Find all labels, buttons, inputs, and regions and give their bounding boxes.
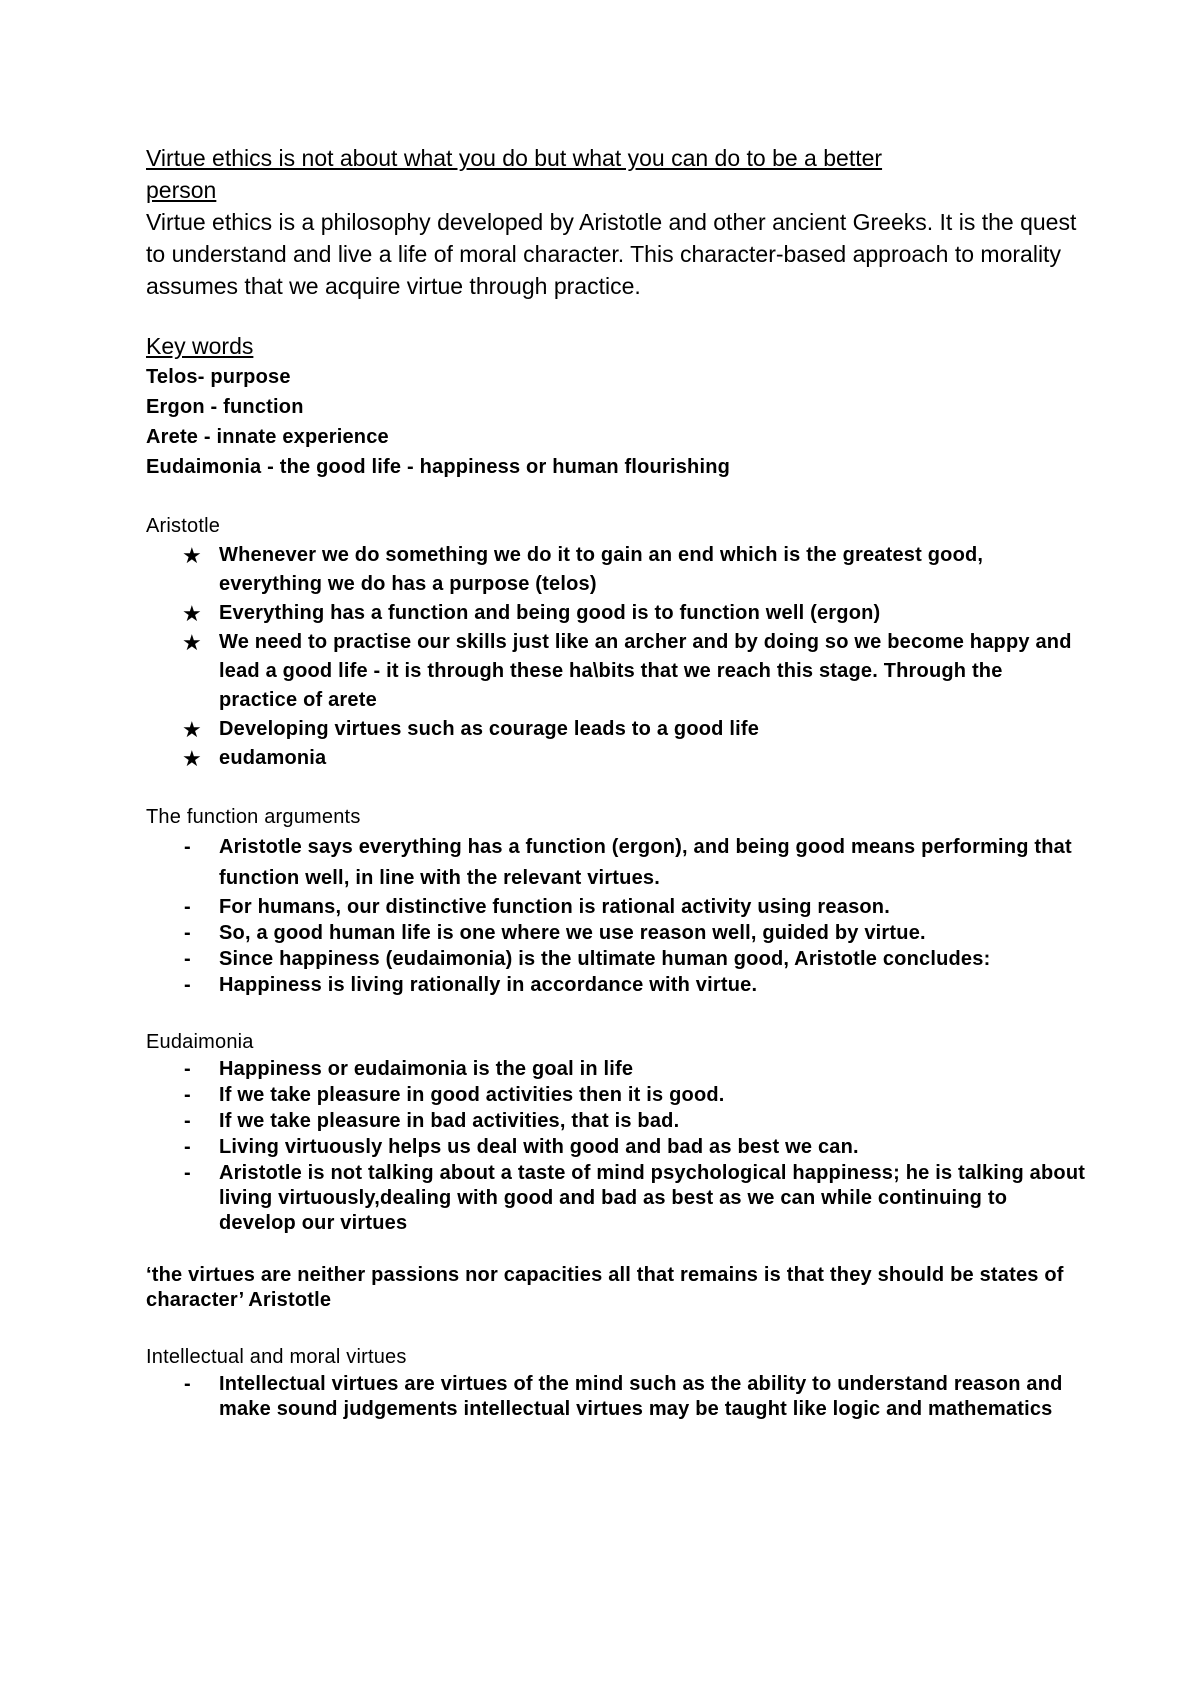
list-item xyxy=(146,947,1086,972)
document-body xyxy=(146,142,1086,1423)
list-item xyxy=(146,1161,1086,1236)
dash-bullet-icon: - xyxy=(184,1373,191,1395)
list-item xyxy=(146,1372,1086,1422)
list-item-text: We need to practise our skills just like an archer and by doing so we become happy and lead a good life - it is through these ha\bits that we reach this stage. Through the practice of arete xyxy=(219,631,1072,711)
dash-bullet-icon: - xyxy=(184,896,191,918)
list-item-text: If we take pleasure in bad activities, that is bad. xyxy=(219,1110,680,1132)
dash-bullet-icon: - xyxy=(184,1110,191,1132)
star-bullet-icon: ★ xyxy=(182,717,202,742)
list-item xyxy=(146,973,1086,998)
key-word-item: Ergon - function xyxy=(146,396,304,418)
function-arguments-heading: The function arguments xyxy=(146,806,361,828)
list-item-text: Happiness is living rationally in accordance with virtue. xyxy=(219,974,758,996)
star-bullet-icon: ★ xyxy=(182,746,202,771)
dash-bullet-icon: - xyxy=(184,1162,191,1184)
key-words-list xyxy=(146,362,1086,482)
list-item-text: Aristotle is not talking about a taste of mind psychological happiness; he is talking about living virtuously,dealing with good and bad as best as we can while continuing to develop our virtues xyxy=(219,1162,1086,1234)
star-bullet-icon: ★ xyxy=(182,601,202,626)
dash-bullet-icon: - xyxy=(184,1058,191,1080)
list-item xyxy=(146,1135,1086,1160)
list-item xyxy=(146,1083,1086,1108)
dash-bullet-icon: - xyxy=(184,1136,191,1158)
list-item xyxy=(146,1057,1086,1082)
dash-bullet-icon: - xyxy=(184,974,191,996)
key-words-heading: Key words xyxy=(146,333,254,359)
eudaimonia-list xyxy=(146,1057,1086,1236)
list-item-text: Since happiness (eudaimonia) is the ultimate human good, Aristotle concludes: xyxy=(219,948,991,970)
dash-bullet-icon: - xyxy=(184,1084,191,1106)
aristotle-list xyxy=(146,541,1086,773)
list-item-text: For humans, our distinctive function is rational activity using reason. xyxy=(219,896,890,918)
intro-paragraph: Virtue ethics is a philosophy developed by Aristotle and other ancient Greeks. It is the quest to understand and live a life of moral character. This character-based approach to morality assumes that we acquire virtue through practice. xyxy=(146,209,1077,299)
list-item xyxy=(146,895,1086,920)
aristotle-heading: Aristotle xyxy=(146,515,221,537)
list-item xyxy=(146,1109,1086,1134)
list-item xyxy=(146,599,1086,628)
list-item-text: eudamonia xyxy=(219,747,327,769)
key-word-item: Telos- purpose xyxy=(146,366,291,388)
list-item-text: Living virtuously helps us deal with good and bad as best we can. xyxy=(219,1136,859,1158)
title-line-2: person xyxy=(146,177,217,203)
eudaimonia-heading: Eudaimonia xyxy=(146,1031,254,1053)
dash-bullet-icon: - xyxy=(184,948,191,970)
aristotle-quote: ‘the virtues are neither passions nor capacities all that remains is that they should be states of character’ Aristotle xyxy=(146,1264,1064,1311)
list-item-text: So, a good human life is one where we use reason well, guided by virtue. xyxy=(219,922,926,944)
document-title xyxy=(146,142,1086,206)
list-item xyxy=(146,628,1086,715)
star-bullet-icon: ★ xyxy=(182,630,202,655)
list-item xyxy=(146,744,1086,773)
list-item-text: Happiness or eudaimonia is the goal in life xyxy=(219,1058,634,1080)
list-item-text: If we take pleasure in good activities then it is good. xyxy=(219,1084,725,1106)
star-bullet-icon: ★ xyxy=(182,543,202,568)
dash-bullet-icon: - xyxy=(184,836,191,858)
list-item-text: Developing virtues such as courage leads to a good life xyxy=(219,718,760,740)
list-item xyxy=(146,832,1086,894)
list-item xyxy=(146,715,1086,744)
key-word-item: Arete - innate experience xyxy=(146,426,389,448)
intellectual-moral-list xyxy=(146,1372,1086,1422)
key-word-item: Eudaimonia - the good life - happiness or human flourishing xyxy=(146,456,731,478)
title-line-1: Virtue ethics is not about what you do but what you can do to be a better xyxy=(146,145,883,171)
dash-bullet-icon: - xyxy=(184,922,191,944)
function-arguments-list xyxy=(146,832,1086,998)
list-item-text: Intellectual virtues are virtues of the mind such as the ability to understand reason and make sound judgements intellectual virtues may be taught like logic and mathematics xyxy=(219,1373,1063,1420)
list-item-text: Whenever we do something we do it to gain an end which is the greatest good, everything we do has a purpose (telos) xyxy=(219,544,984,595)
list-item-text: Aristotle says everything has a function (ergon), and being good means performing that function well, in line with the relevant virtues. xyxy=(219,836,1072,889)
list-item xyxy=(146,921,1086,946)
intellectual-moral-heading: Intellectual and moral virtues xyxy=(146,1346,407,1368)
list-item-text: Everything has a function and being good is to function well (ergon) xyxy=(219,602,881,624)
list-item xyxy=(146,541,1086,599)
